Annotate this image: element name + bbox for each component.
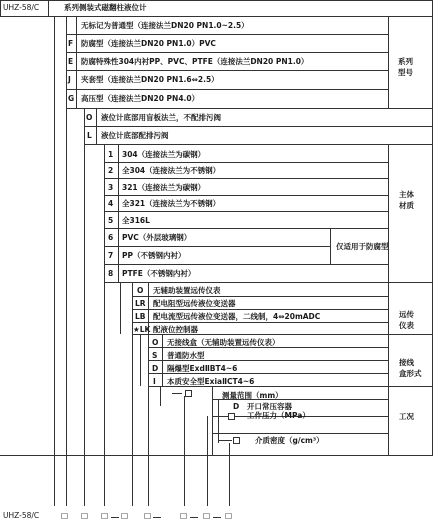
flange-section-bottom [84, 144, 432, 145]
drop-flange [84, 144, 85, 506]
series-code-left [66, 16, 67, 108]
transmitter-line-2 [132, 309, 388, 310]
footer-box-flange: □ [81, 511, 89, 520]
junction-label: 接线 盒形式 [399, 358, 422, 378]
series-label: 系列 型号 [398, 57, 413, 77]
junction-code-2: D [152, 364, 159, 373]
drop-junction [148, 386, 149, 506]
footer-box-material: □ [101, 511, 109, 520]
material-code-right [118, 144, 119, 282]
transmitter-row-2: 配电流型远传液位变送器，二线制，4⇔20mADC [153, 312, 321, 321]
cond-dash-0 [172, 393, 182, 394]
transmitter-line-1 [132, 296, 388, 297]
footer-dash-2 [153, 517, 161, 518]
junction-section-bottom [148, 386, 432, 387]
cond-inner-trunk [218, 399, 219, 443]
series-row-line-3 [66, 70, 388, 71]
transmitter-row-3: 配液位控制器 [153, 325, 198, 334]
cond-dash-2 [212, 416, 226, 417]
material-code-7: 8 [108, 269, 114, 278]
note-sep [330, 228, 331, 264]
material-row-7: PTFE（不锈钢内衬） [122, 269, 196, 278]
transmitter-row-1: 配电阻型远传液位变送器 [153, 299, 236, 308]
series-row-4: 高压型（连接法兰DN20 PN4.0） [81, 94, 200, 103]
drop-transmitter [132, 334, 133, 506]
series-section-bottom [66, 108, 432, 109]
flange-row-line [84, 126, 432, 127]
series-row-0: 无标记为普通型（连接法兰DN20 PN1.0~2.5） [81, 21, 249, 30]
cond-dash-3 [218, 440, 232, 441]
material-code-1: 2 [108, 166, 114, 175]
transmitter-code-0: O [137, 286, 144, 295]
cond-sep [212, 386, 213, 455]
material-row-5: PVC（外层玻璃钢） [122, 233, 192, 242]
footer-box-pressure: □ [203, 511, 211, 520]
series-row-1: 防腐型（连接法兰DN20 PN1.0）PVC [81, 39, 216, 48]
series-row-3: 夹套型（连接法兰DN20 PN1.6⇔2.5） [81, 75, 219, 84]
material-row-3: 全321（连接法兰为不锈钢） [122, 199, 221, 208]
cond-section-bottom [0, 455, 433, 456]
material-row-0: 304（连接法兰为碳钢） [122, 150, 206, 159]
condition-row-1: 开口常压容器 [247, 402, 292, 411]
material-code-3: 4 [108, 199, 114, 208]
series-row-line-2 [66, 52, 388, 53]
condition-row-2: 工作压力（MPa） [247, 411, 310, 420]
footer-dash-1 [111, 517, 119, 518]
cond-line-3 [212, 433, 388, 434]
material-section-bottom [104, 282, 432, 283]
series-row-line-4 [66, 89, 388, 90]
material-code-2: 3 [108, 183, 114, 192]
junction-code-0: O [152, 338, 159, 347]
frame-left [0, 0, 1, 16]
footer-box-density: □ [225, 511, 233, 520]
footer-box-range: □ [180, 511, 188, 520]
footer-dash-3 [190, 517, 198, 518]
trunk-line [54, 16, 55, 506]
transmitter-code-3: ★LK [133, 325, 151, 334]
material-code-5: 6 [108, 233, 114, 242]
junction-line-3 [148, 373, 388, 374]
transmitter-line-3 [132, 322, 388, 323]
flange-code-1: L [87, 131, 92, 140]
series-code-4: G [68, 94, 75, 103]
material-row-6: PP（不锈钢内衬） [122, 251, 186, 260]
drop-material [104, 282, 105, 506]
material-row-1: 全304（连接法兰为不锈钢） [122, 166, 221, 175]
flange-row-0: 液位计底部用盲板法兰，不配排污阀 [101, 113, 221, 122]
material-line-2 [104, 178, 388, 179]
material-line-7 [104, 264, 388, 265]
drop-series [66, 108, 67, 506]
header-divider [0, 16, 433, 17]
material-code-4: 5 [108, 216, 114, 225]
header-model: UHZ-58/C [3, 3, 40, 12]
material-line-6 [104, 246, 330, 247]
series-code-2: E [68, 57, 74, 66]
cond-label-sep [388, 386, 389, 455]
footer-box-transmitter: □ [121, 511, 129, 520]
material-label: 主体 材质 [399, 190, 414, 210]
series-row-line-1 [66, 34, 388, 35]
header-title: 系列侧装式磁翻柱液位计 [64, 3, 147, 12]
cond-box-2 [228, 413, 235, 420]
material-line-3 [104, 195, 388, 196]
material-code-0: 1 [108, 150, 114, 159]
transmitter-trunk [120, 282, 121, 334]
footer-box-series: □ [61, 511, 69, 520]
footer-box-junction: □ [144, 511, 152, 520]
junction-row-2: 隔爆型ExdⅡBT4~6 [167, 364, 238, 373]
cond-box-0 [185, 390, 192, 397]
series-code-3: J [68, 75, 71, 84]
junction-code-3: I [153, 377, 156, 386]
transmitter-row-0: 无辅助装置远传仪表 [153, 286, 221, 295]
material-line-4 [104, 211, 388, 212]
anticorrosion-note: 仅适用于防腐型 [336, 242, 389, 251]
flange-row-1: 液位计底部配排污阀 [101, 131, 169, 140]
transmitter-code-1: LR [135, 299, 146, 308]
condition-code-1: D [233, 402, 240, 411]
footer-model: UHZ-58/C [3, 511, 40, 520]
series-label-sep [388, 16, 389, 108]
material-line-5 [104, 228, 388, 229]
condition-row-0: 测量范围（mm） [222, 391, 283, 400]
transmitter-section-bottom [132, 334, 432, 335]
junction-line-2 [148, 360, 388, 361]
junction-label-sep [388, 334, 389, 386]
transmitter-label-sep [388, 282, 389, 334]
junction-row-0: 无接线盒（无辅助装置远传仪表） [167, 338, 280, 347]
junction-trunk [140, 334, 141, 386]
transmitter-code-2: LB [135, 312, 146, 321]
drop-range [184, 396, 185, 506]
material-code-left [104, 144, 105, 282]
footer-dash-4 [213, 517, 221, 518]
cond-box-3 [233, 437, 240, 444]
condition-row-3: 介质密度（g/cm³） [255, 436, 324, 445]
drop-pressure [207, 416, 208, 506]
frame-top [0, 0, 433, 1]
transmitter-label: 远传 仪表 [399, 310, 414, 330]
series-code-1: F [68, 39, 74, 48]
junction-line-1 [148, 347, 388, 348]
material-code-6: 7 [108, 251, 114, 260]
material-label-sep [388, 144, 389, 282]
junction-row-1: 普通防水型 [167, 351, 205, 360]
material-line-1 [104, 162, 388, 163]
cond-stub [160, 386, 161, 406]
material-row-2: 321（连接法兰为碳钢） [122, 183, 206, 192]
junction-code-1: S [152, 351, 158, 360]
series-code-right [76, 16, 77, 108]
condition-label: 工况 [399, 412, 414, 421]
series-row-2: 防腐特殊性304内衬PP、PVC、PTFE（连接法兰DN20 PN1.0） [81, 57, 309, 66]
header-sep [48, 0, 49, 16]
material-row-4: 全316L [122, 216, 150, 225]
junction-row-3: 本质安全型ExiaⅡCT4~6 [167, 377, 255, 386]
drop-density [229, 443, 230, 506]
flange-code-0: O [86, 113, 93, 122]
